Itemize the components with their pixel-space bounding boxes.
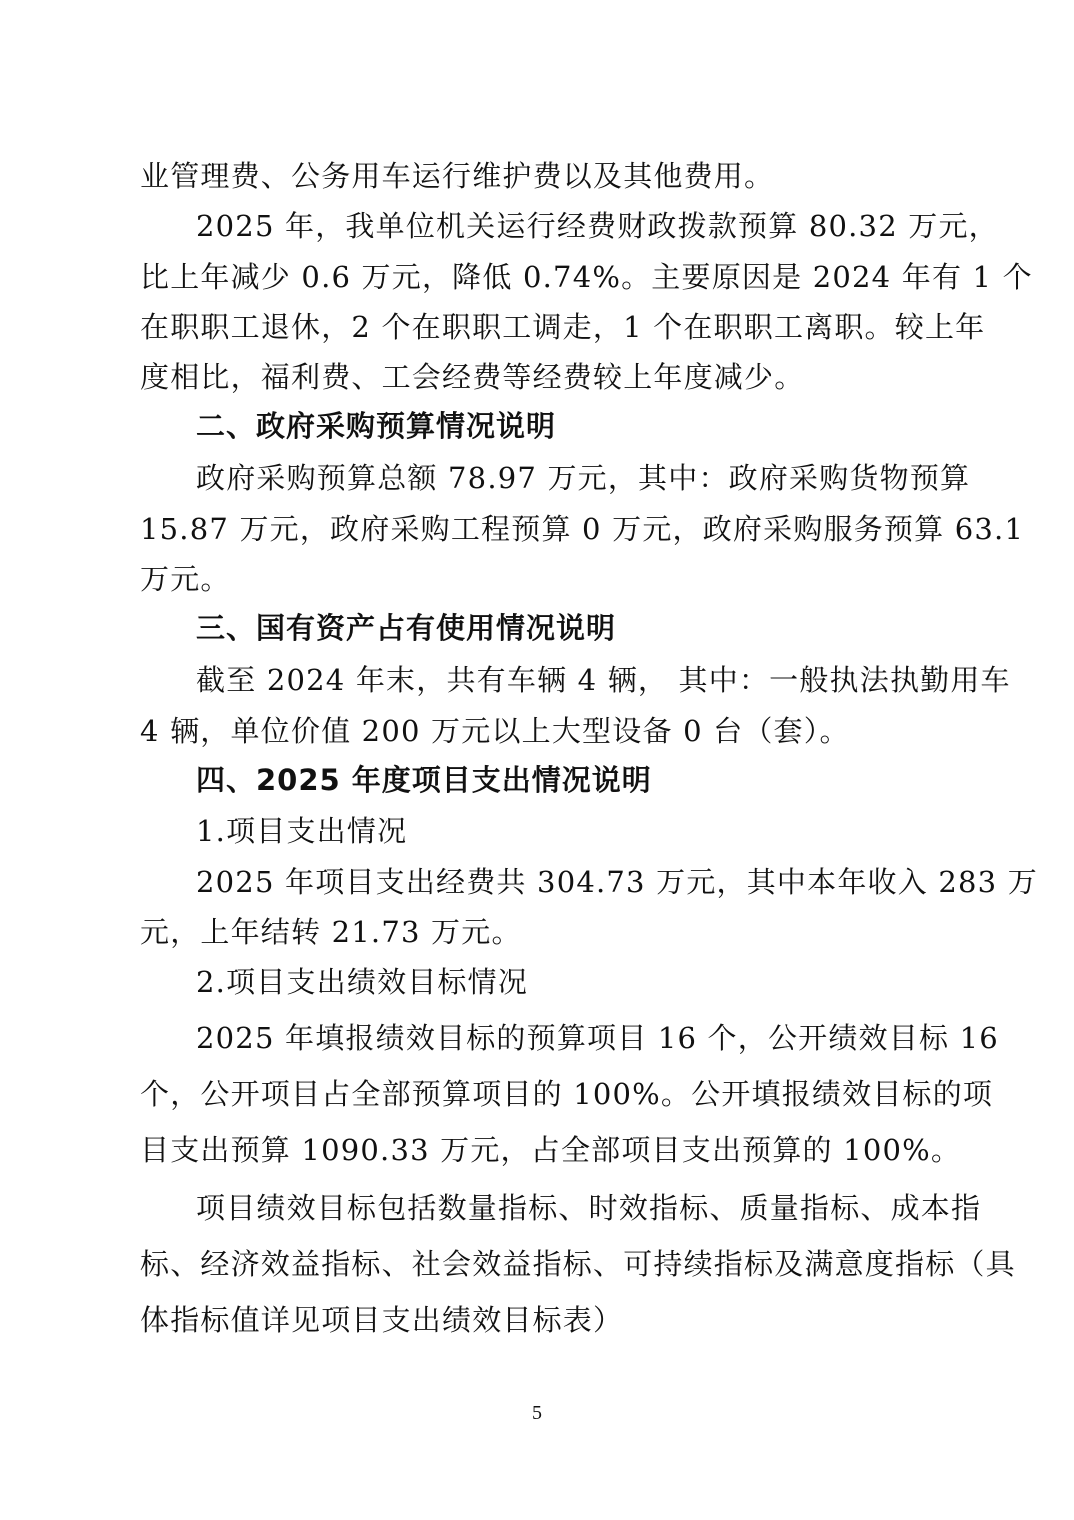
paragraph-line: 业管理费、公务用车运行维护费以及其他费用。: [140, 159, 775, 193]
page-number: 5: [532, 1402, 542, 1424]
paragraph-line: 比上年减少 0.6 万元，降低 0.74%。主要原因是 2024 年有 1 个: [140, 260, 1033, 294]
section-heading-government-procurement: 二、政府采购预算情况说明: [196, 409, 557, 443]
paragraph-line: 15.87 万元，政府采购工程预算 0 万元，政府采购服务预算 63.1: [140, 512, 1025, 546]
paragraph-line: 目支出预算 1090.33 万元，占全部项目支出预算的 100%。: [140, 1133, 962, 1167]
paragraph-line: 在职职工退休，2 个在职职工调走，1 个在职职工离职。较上年: [140, 310, 986, 344]
section-heading-state-assets: 三、国有资产占有使用情况说明: [196, 611, 617, 645]
paragraph-line: 2025 年项目支出经费共 304.73 万元，其中本年收入 283 万: [196, 865, 1038, 899]
subsection-heading-project-expenditure: 1.项目支出情况: [196, 814, 408, 848]
paragraph-line: 2025 年，我单位机关运行经费财政拨款预算 80.32 万元，: [196, 209, 999, 243]
paragraph-line: 个，公开项目占全部预算项目的 100%。公开填报绩效目标的项: [140, 1077, 994, 1111]
paragraph-line: 万元。: [140, 562, 231, 596]
paragraph-line: 体指标值详见项目支出绩效目标表）: [140, 1303, 624, 1337]
paragraph-line: 标、经济效益指标、社会效益指标、可持续指标及满意度指标（具: [140, 1247, 1016, 1281]
subsection-heading-performance-targets: 2.项目支出绩效目标情况: [196, 965, 529, 999]
paragraph-line: 2025 年填报绩效目标的预算项目 16 个，公开绩效目标 16: [196, 1021, 999, 1055]
paragraph-line: 截至 2024 年末，共有车辆 4 辆， 其中：一般执法执勤用车: [196, 663, 1011, 697]
paragraph-line: 度相比，福利费、工会经费等经费较上年度减少。: [140, 360, 805, 394]
paragraph-line: 政府采购预算总额 78.97 万元，其中：政府采购货物预算: [196, 461, 971, 495]
paragraph-line: 项目绩效目标包括数量指标、时效指标、质量指标、成本指: [196, 1191, 982, 1225]
paragraph-line: 元，上年结转 21.73 万元。: [140, 915, 522, 949]
section-heading-project-expenditure: 四、2025 年度项目支出情况说明: [196, 763, 652, 797]
paragraph-line: 4 辆，单位价值 200 万元以上大型设备 0 台（套）。: [140, 714, 850, 748]
